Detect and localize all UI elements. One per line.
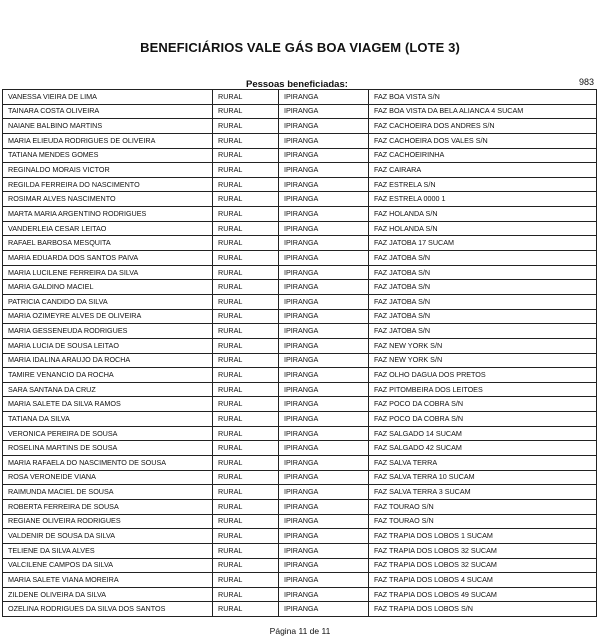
beneficiary-name-cell: MARIA RAFAELA DO NASCIMENTO DE SOUSA bbox=[3, 456, 213, 471]
beneficiary-name-cell: TAMIRE VENANCIO DA ROCHA bbox=[3, 368, 213, 383]
address-cell: FAZ OLHO DAGUA DOS PRETOS bbox=[369, 368, 597, 383]
zone-cell: RURAL bbox=[213, 265, 279, 280]
section-header: Pessoas beneficiadas: bbox=[246, 79, 348, 90]
table-row bbox=[3, 587, 597, 602]
city-cell: IPIRANGA bbox=[279, 397, 369, 412]
table-row bbox=[3, 368, 597, 383]
beneficiary-name-cell: MARIA OZIMEYRE ALVES DE OLIVEIRA bbox=[3, 309, 213, 324]
address-cell: FAZ CAIRARA bbox=[369, 163, 597, 178]
city-cell: IPIRANGA bbox=[279, 280, 369, 295]
address-cell: FAZ JATOBA S/N bbox=[369, 324, 597, 339]
beneficiary-name-cell: MARIA IDALINA ARAUJO DA ROCHA bbox=[3, 353, 213, 368]
zone-cell: RURAL bbox=[213, 177, 279, 192]
address-cell: FAZ JATOBA S/N bbox=[369, 309, 597, 324]
beneficiary-name-cell: REGIANE OLIVEIRA RODRIGUES bbox=[3, 514, 213, 529]
city-cell: IPIRANGA bbox=[279, 368, 369, 383]
table-row bbox=[3, 236, 597, 251]
zone-cell: RURAL bbox=[213, 148, 279, 163]
table-row bbox=[3, 426, 597, 441]
address-cell: FAZ TRAPIA DOS LOBOS 32 SUCAM bbox=[369, 543, 597, 558]
beneficiary-name-cell: ROSA VERONEIDE VIANA bbox=[3, 470, 213, 485]
beneficiary-name-cell: ROSELINA MARTINS DE SOUSA bbox=[3, 441, 213, 456]
zone-cell: RURAL bbox=[213, 221, 279, 236]
beneficiary-name-cell: MARIA GALDINO MACIEL bbox=[3, 280, 213, 295]
city-cell: IPIRANGA bbox=[279, 90, 369, 105]
table-row bbox=[3, 382, 597, 397]
address-cell: FAZ TRAPIA DOS LOBOS S/N bbox=[369, 602, 597, 617]
page-number: Página 11 de 11 bbox=[269, 626, 331, 636]
zone-cell: RURAL bbox=[213, 587, 279, 602]
beneficiary-name-cell: ROSIMAR ALVES NASCIMENTO bbox=[3, 192, 213, 207]
zone-cell: RURAL bbox=[213, 104, 279, 119]
address-cell: FAZ CACHOEIRINHA bbox=[369, 148, 597, 163]
beneficiary-name-cell: ZILDENE OLIVEIRA DA SILVA bbox=[3, 587, 213, 602]
beneficiary-name-cell: MARIA SALETE VIANA MOREIRA bbox=[3, 573, 213, 588]
zone-cell: RURAL bbox=[213, 470, 279, 485]
zone-cell: RURAL bbox=[213, 294, 279, 309]
city-cell: IPIRANGA bbox=[279, 338, 369, 353]
zone-cell: RURAL bbox=[213, 309, 279, 324]
city-cell: IPIRANGA bbox=[279, 192, 369, 207]
city-cell: IPIRANGA bbox=[279, 324, 369, 339]
city-cell: IPIRANGA bbox=[279, 148, 369, 163]
beneficiary-name-cell: MARIA SALETE DA SILVA RAMOS bbox=[3, 397, 213, 412]
city-cell: IPIRANGA bbox=[279, 163, 369, 178]
zone-cell: RURAL bbox=[213, 529, 279, 544]
beneficiary-name-cell: VANESSA VIEIRA DE LIMA bbox=[3, 90, 213, 105]
city-cell: IPIRANGA bbox=[279, 133, 369, 148]
city-cell: IPIRANGA bbox=[279, 412, 369, 427]
table-row bbox=[3, 265, 597, 280]
address-cell: FAZ TRAPIA DOS LOBOS 49 SUCAM bbox=[369, 587, 597, 602]
zone-cell: RURAL bbox=[213, 426, 279, 441]
address-cell: FAZ POCO DA COBRA S/N bbox=[369, 397, 597, 412]
zone-cell: RURAL bbox=[213, 543, 279, 558]
table-row bbox=[3, 294, 597, 309]
address-cell: FAZ JATOBA S/N bbox=[369, 265, 597, 280]
city-cell: IPIRANGA bbox=[279, 602, 369, 617]
table-row bbox=[3, 397, 597, 412]
beneficiary-name-cell: MARIA LUCIA DE SOUSA LEITAO bbox=[3, 338, 213, 353]
table-row bbox=[3, 133, 597, 148]
table-row bbox=[3, 192, 597, 207]
table-row bbox=[3, 148, 597, 163]
table-row bbox=[3, 499, 597, 514]
zone-cell: RURAL bbox=[213, 499, 279, 514]
city-cell: IPIRANGA bbox=[279, 499, 369, 514]
address-cell: FAZ HOLANDA S/N bbox=[369, 221, 597, 236]
address-cell: FAZ JATOBA S/N bbox=[369, 251, 597, 266]
table-row bbox=[3, 280, 597, 295]
table-row bbox=[3, 104, 597, 119]
address-cell: FAZ SALVA TERRA 3 SUCAM bbox=[369, 485, 597, 500]
address-cell: FAZ SALVA TERRA bbox=[369, 456, 597, 471]
zone-cell: RURAL bbox=[213, 558, 279, 573]
city-cell: IPIRANGA bbox=[279, 294, 369, 309]
beneficiary-name-cell: MARIA EDUARDA DOS SANTOS PAIVA bbox=[3, 251, 213, 266]
address-cell: FAZ ESTRELA 0000 1 bbox=[369, 192, 597, 207]
beneficiary-name-cell: MARIA GESSENEUDA RODRIGUES bbox=[3, 324, 213, 339]
table-row bbox=[3, 338, 597, 353]
beneficiary-name-cell: VERONICA PEREIRA DE SOUSA bbox=[3, 426, 213, 441]
table-row bbox=[3, 485, 597, 500]
city-cell: IPIRANGA bbox=[279, 470, 369, 485]
address-cell: FAZ SALGADO 14 SUCAM bbox=[369, 426, 597, 441]
city-cell: IPIRANGA bbox=[279, 221, 369, 236]
beneficiary-name-cell: VANDERLEIA CESAR LEITAO bbox=[3, 221, 213, 236]
zone-cell: RURAL bbox=[213, 90, 279, 105]
zone-cell: RURAL bbox=[213, 456, 279, 471]
city-cell: IPIRANGA bbox=[279, 485, 369, 500]
address-cell: FAZ POCO DA COBRA S/N bbox=[369, 412, 597, 427]
zone-cell: RURAL bbox=[213, 441, 279, 456]
table-row bbox=[3, 221, 597, 236]
zone-cell: RURAL bbox=[213, 338, 279, 353]
table-row bbox=[3, 353, 597, 368]
address-cell: FAZ TRAPIA DOS LOBOS 1 SUCAM bbox=[369, 529, 597, 544]
city-cell: IPIRANGA bbox=[279, 456, 369, 471]
zone-cell: RURAL bbox=[213, 119, 279, 134]
zone-cell: RURAL bbox=[213, 514, 279, 529]
city-cell: IPIRANGA bbox=[279, 426, 369, 441]
table-row bbox=[3, 514, 597, 529]
zone-cell: RURAL bbox=[213, 324, 279, 339]
address-cell: FAZ TRAPIA DOS LOBOS 32 SUCAM bbox=[369, 558, 597, 573]
beneficiary-name-cell: REGINALDO MORAIS VICTOR bbox=[3, 163, 213, 178]
table-row bbox=[3, 309, 597, 324]
table-row bbox=[3, 324, 597, 339]
beneficiaries-table-body bbox=[3, 90, 597, 617]
table-row bbox=[3, 251, 597, 266]
table-row bbox=[3, 119, 597, 134]
address-cell: FAZ SALGADO 42 SUCAM bbox=[369, 441, 597, 456]
city-cell: IPIRANGA bbox=[279, 309, 369, 324]
table-row bbox=[3, 456, 597, 471]
zone-cell: RURAL bbox=[213, 251, 279, 266]
zone-cell: RURAL bbox=[213, 280, 279, 295]
beneficiary-name-cell: VALCILENE CAMPOS DA SILVA bbox=[3, 558, 213, 573]
city-cell: IPIRANGA bbox=[279, 251, 369, 266]
address-cell: FAZ JATOBA S/N bbox=[369, 280, 597, 295]
zone-cell: RURAL bbox=[213, 236, 279, 251]
beneficiary-name-cell: TAINARA COSTA OLIVEIRA bbox=[3, 104, 213, 119]
zone-cell: RURAL bbox=[213, 353, 279, 368]
table-row bbox=[3, 529, 597, 544]
city-cell: IPIRANGA bbox=[279, 265, 369, 280]
document-title: BENEFICIÁRIOS VALE GÁS BOA VIAGEM (LOTE 3) bbox=[140, 40, 460, 55]
address-cell: FAZ NEW YORK S/N bbox=[369, 338, 597, 353]
beneficiary-name-cell: RAIMUNDA MACIEL DE SOUSA bbox=[3, 485, 213, 500]
address-cell: FAZ HOLANDA S/N bbox=[369, 207, 597, 222]
beneficiary-name-cell: PATRICIA CANDIDO DA SILVA bbox=[3, 294, 213, 309]
city-cell: IPIRANGA bbox=[279, 529, 369, 544]
zone-cell: RURAL bbox=[213, 382, 279, 397]
city-cell: IPIRANGA bbox=[279, 353, 369, 368]
city-cell: IPIRANGA bbox=[279, 207, 369, 222]
city-cell: IPIRANGA bbox=[279, 441, 369, 456]
table-row bbox=[3, 470, 597, 485]
city-cell: IPIRANGA bbox=[279, 177, 369, 192]
zone-cell: RURAL bbox=[213, 192, 279, 207]
city-cell: IPIRANGA bbox=[279, 104, 369, 119]
address-cell: FAZ PITOMBEIRA DOS LEITOES bbox=[369, 382, 597, 397]
table-row bbox=[3, 207, 597, 222]
zone-cell: RURAL bbox=[213, 368, 279, 383]
address-cell: FAZ TOURAO S/N bbox=[369, 499, 597, 514]
beneficiary-name-cell: SARA SANTANA DA CRUZ bbox=[3, 382, 213, 397]
table-row bbox=[3, 558, 597, 573]
table-row bbox=[3, 543, 597, 558]
address-cell: FAZ BOA VISTA S/N bbox=[369, 90, 597, 105]
city-cell: IPIRANGA bbox=[279, 587, 369, 602]
city-cell: IPIRANGA bbox=[279, 119, 369, 134]
city-cell: IPIRANGA bbox=[279, 573, 369, 588]
city-cell: IPIRANGA bbox=[279, 543, 369, 558]
beneficiary-name-cell: ROBERTA FERREIRA DE SOUSA bbox=[3, 499, 213, 514]
city-cell: IPIRANGA bbox=[279, 514, 369, 529]
table-row bbox=[3, 163, 597, 178]
beneficiary-name-cell: MARIA ELIEUDA RODRIGUES DE OLIVEIRA bbox=[3, 133, 213, 148]
address-cell: FAZ CACHOEIRA DOS ANDRES S/N bbox=[369, 119, 597, 134]
address-cell: FAZ NEW YORK S/N bbox=[369, 353, 597, 368]
table-row bbox=[3, 602, 597, 617]
beneficiary-name-cell: RAFAEL BARBOSA MESQUITA bbox=[3, 236, 213, 251]
beneficiary-name-cell: TELIENE DA SILVA ALVES bbox=[3, 543, 213, 558]
zone-cell: RURAL bbox=[213, 602, 279, 617]
address-cell: FAZ JATOBA 17 SUCAM bbox=[369, 236, 597, 251]
address-cell: FAZ TRAPIA DOS LOBOS 4 SUCAM bbox=[369, 573, 597, 588]
address-cell: FAZ ESTRELA S/N bbox=[369, 177, 597, 192]
beneficiary-name-cell: TATIANA DA SILVA bbox=[3, 412, 213, 427]
zone-cell: RURAL bbox=[213, 133, 279, 148]
beneficiary-name-cell: NAIANE BALBINO MARTINS bbox=[3, 119, 213, 134]
beneficiary-name-cell: MARIA LUCILENE FERREIRA DA SILVA bbox=[3, 265, 213, 280]
address-cell: FAZ JATOBA S/N bbox=[369, 294, 597, 309]
table-row bbox=[3, 412, 597, 427]
zone-cell: RURAL bbox=[213, 485, 279, 500]
beneficiaries-table bbox=[2, 89, 597, 617]
zone-cell: RURAL bbox=[213, 207, 279, 222]
beneficiary-name-cell: REGILDA FERREIRA DO NASCIMENTO bbox=[3, 177, 213, 192]
zone-cell: RURAL bbox=[213, 397, 279, 412]
address-cell: FAZ CACHOEIRA DOS VALES S/N bbox=[369, 133, 597, 148]
city-cell: IPIRANGA bbox=[279, 558, 369, 573]
zone-cell: RURAL bbox=[213, 163, 279, 178]
table-row bbox=[3, 573, 597, 588]
address-cell: FAZ TOURAO S/N bbox=[369, 514, 597, 529]
table-row bbox=[3, 441, 597, 456]
beneficiary-name-cell: MARTA MARIA ARGENTINO RODRIGUES bbox=[3, 207, 213, 222]
zone-cell: RURAL bbox=[213, 412, 279, 427]
beneficiary-name-cell: TATIANA MENDES GOMES bbox=[3, 148, 213, 163]
table-row bbox=[3, 90, 597, 105]
address-cell: FAZ BOA VISTA DA BELA ALIANCA 4 SUCAM bbox=[369, 104, 597, 119]
total-count: 983 bbox=[578, 77, 594, 87]
zone-cell: RURAL bbox=[213, 573, 279, 588]
address-cell: FAZ SALVA TERRA 10 SUCAM bbox=[369, 470, 597, 485]
city-cell: IPIRANGA bbox=[279, 382, 369, 397]
city-cell: IPIRANGA bbox=[279, 236, 369, 251]
beneficiary-name-cell: OZELINA RODRIGUES DA SILVA DOS SANTOS bbox=[3, 602, 213, 617]
beneficiary-name-cell: VALDENIR DE SOUSA DA SILVA bbox=[3, 529, 213, 544]
table-row bbox=[3, 177, 597, 192]
